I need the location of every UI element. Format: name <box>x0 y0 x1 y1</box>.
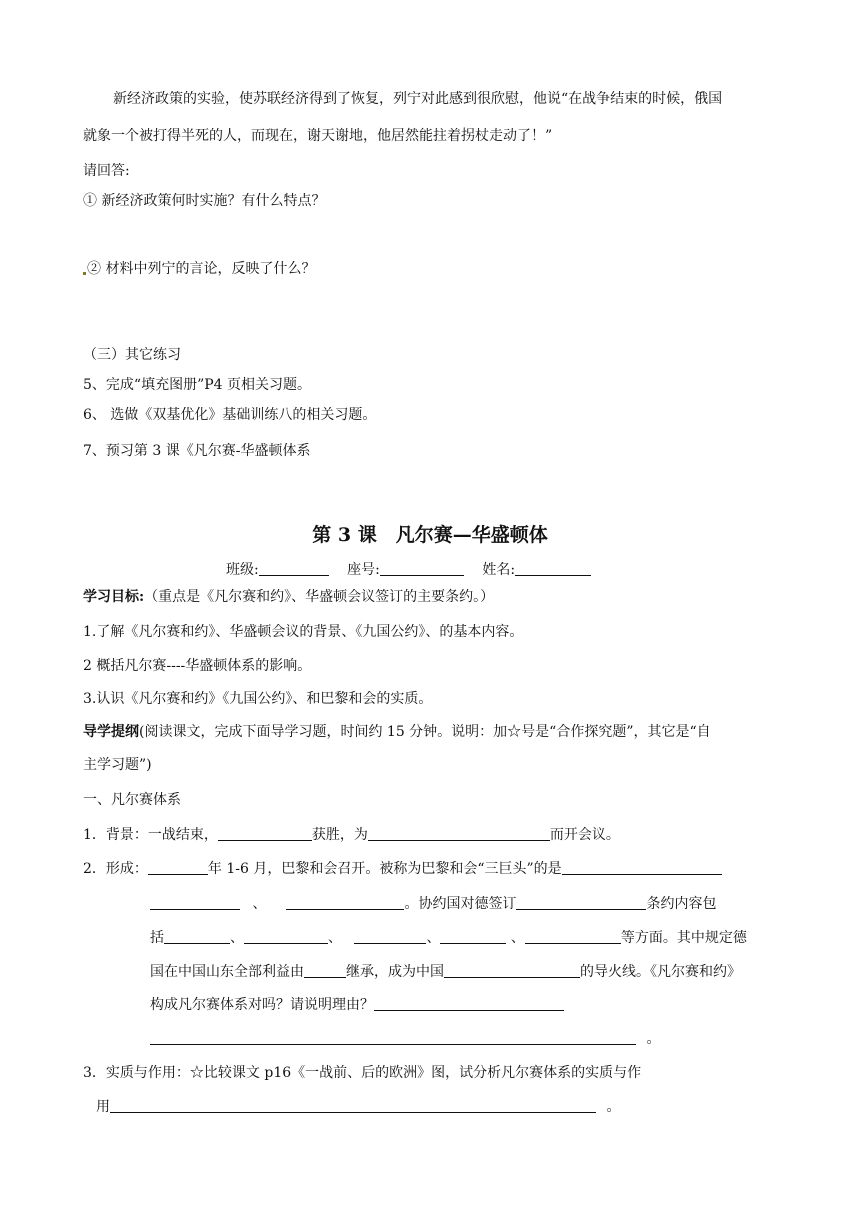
seat-blank[interactable] <box>380 561 464 576</box>
content-blank-5[interactable] <box>525 929 621 944</box>
content-blank-3[interactable] <box>354 929 426 944</box>
period: 。 <box>646 1031 661 1047</box>
essence-text-b: 用 <box>96 1099 110 1115</box>
separator: 、 <box>328 930 342 946</box>
formation-text-f: 括 <box>150 930 164 946</box>
guide-label: 导学提纲 <box>83 724 139 740</box>
essence-blank[interactable] <box>110 1098 596 1113</box>
content-blank-4[interactable] <box>440 929 506 944</box>
practice-item-7: 7、预习第 3 课《凡尔赛-华盛顿体系 <box>83 443 311 459</box>
goal-1: 1.了解《凡尔赛和约》、华盛顿会议的背景、《九国公约》、的基本内容。 <box>83 624 524 640</box>
lesson-title: 第 3 课 凡尔赛—华盛顿体 <box>312 524 548 546</box>
question-2: ② 材料中列宁的言论，反映了什么？ <box>83 259 315 279</box>
movement-blank[interactable] <box>444 963 580 978</box>
formation-text-j: 的导火线。《凡尔赛和约》 <box>580 964 741 980</box>
formation-line-1 <box>83 859 722 879</box>
content-blank-1[interactable] <box>164 929 230 944</box>
separator: 、 <box>426 930 441 946</box>
guide-line-1 <box>83 722 711 742</box>
formation-line-5 <box>150 995 564 1015</box>
learning-goals <box>83 587 494 607</box>
essence-line-1: 3．实质与作用：☆比较课文 p16《一战前、后的欧洲》图，试分析凡尔赛体系的实质与作 <box>83 1065 642 1081</box>
guide-line-2: 主学习题”) <box>83 757 152 773</box>
big-three-blank-3[interactable] <box>286 895 404 910</box>
winner-blank[interactable] <box>218 826 312 841</box>
period: 。 <box>606 1099 621 1115</box>
class-label: 班级: <box>226 562 259 578</box>
goal-label: 学习目标: <box>83 589 145 605</box>
year-blank[interactable] <box>148 860 208 875</box>
reason-blank-2[interactable] <box>150 1030 636 1045</box>
treaty-blank[interactable] <box>516 895 646 910</box>
formation-text-a: 2．形成： <box>83 861 148 877</box>
practice-item-6: 6、 选做《双基优化》基础训练八的相关习题。 <box>83 407 377 423</box>
big-three-blank-1[interactable] <box>562 860 722 875</box>
reason-blank-1[interactable] <box>374 996 564 1011</box>
goal-3: 3.认识《凡尔赛和约》《九国公约》、和巴黎和会的实质。 <box>83 691 433 707</box>
class-blank[interactable] <box>259 561 329 576</box>
formation-text-d: 。协约国对德签订 <box>404 896 517 912</box>
formation-text-h: 国在中国山东全部利益由 <box>150 964 304 980</box>
name-label: 姓名: <box>482 562 516 578</box>
separator: 、 <box>230 930 244 946</box>
content-blank-2[interactable] <box>244 929 328 944</box>
formation-line-3 <box>150 928 747 948</box>
formation-line-2 <box>150 894 716 914</box>
big-three-blank-2[interactable] <box>150 895 240 910</box>
formation-text-e: 条约内容包 <box>646 896 717 912</box>
formation-line-4 <box>150 962 741 982</box>
name-blank[interactable] <box>515 561 591 576</box>
background-text-b: 获胜，为 <box>311 827 368 843</box>
successor-blank[interactable] <box>304 963 346 978</box>
stray-mark <box>83 272 86 275</box>
other-practice-heading: （三）其它练习 <box>83 347 181 363</box>
passage-line-2: 就象一个被打得半死的人，而现在，谢天谢地，他居然能拄着拐杖走动了！” <box>83 128 553 144</box>
background-text-c: 而开会议。 <box>549 827 620 843</box>
guide-text-1: (阅读课文，完成下面导学习题，时间约 15 分钟。说明：加☆号是“合作探究题”，其它是“自 <box>139 724 711 740</box>
seat-label: 座号: <box>347 562 380 578</box>
background-line <box>83 825 620 845</box>
student-info-line <box>226 560 591 580</box>
formation-text-i: 继承，成为中国 <box>346 964 444 980</box>
separator: 、 <box>510 930 525 946</box>
section-1-heading: 一、凡尔赛体系 <box>83 792 181 808</box>
question-1: ① 新经济政策何时实施？有什么特点？ <box>83 193 326 209</box>
goal-text: （重点是《凡尔赛和约》、华盛顿会议签订的主要条约。） <box>144 589 495 605</box>
purpose-blank[interactable] <box>368 826 550 841</box>
formation-line-6 <box>150 1029 660 1049</box>
formation-text-k: 构成凡尔赛体系对吗？请说明理由？ <box>150 997 374 1013</box>
background-text-a: 1．背景：一战结束， <box>83 827 218 843</box>
essence-line-2 <box>96 1097 620 1117</box>
practice-item-5: 5、完成“填充图册”P4 页相关习题。 <box>83 377 311 393</box>
passage-line-1: 新经济政策的实验，使苏联经济得到了恢复，列宁对此感到很欣慰，他说“在战争结束的时候，俄国 <box>113 91 723 107</box>
separator: 、 <box>252 896 267 912</box>
answer-prompt: 请回答: <box>83 163 130 179</box>
goal-2: 2 概括凡尔赛----华盛顿体系的影响。 <box>83 658 312 674</box>
formation-text-b: 年 1-6 月，巴黎和会召开。被称为巴黎和会“三巨头”的是 <box>207 861 562 877</box>
formation-text-g: 等方面。其中规定德 <box>620 930 747 946</box>
